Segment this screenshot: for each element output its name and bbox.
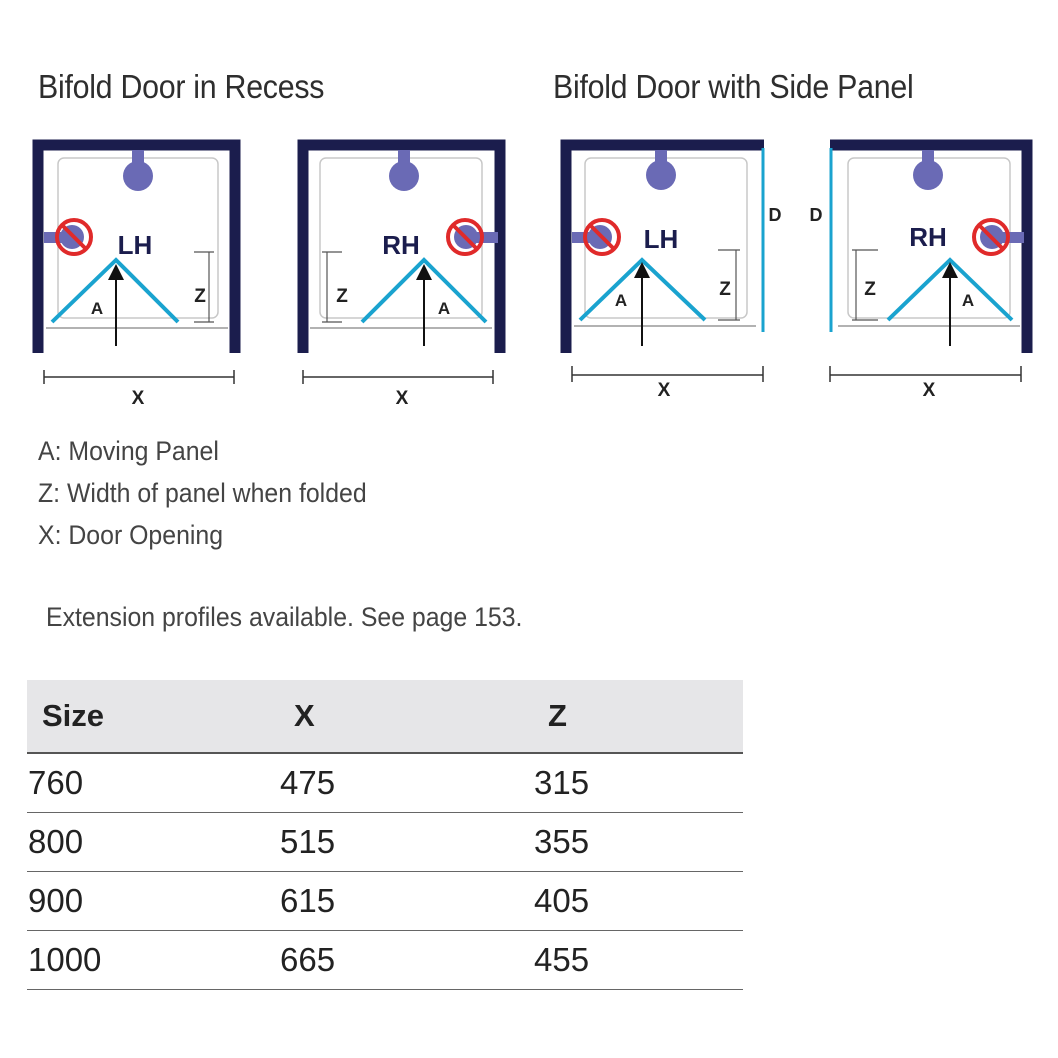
heading-side-panel: Bifold Door with Side Panel	[553, 68, 914, 105]
opening-width-label: X	[395, 388, 409, 409]
fold-width-label: Z	[864, 279, 876, 300]
opening-width-label: X	[131, 388, 145, 409]
table-row	[27, 813, 743, 872]
hand-label: RH	[382, 230, 420, 260]
opening-width-label: X	[657, 380, 671, 401]
hand-label: LH	[117, 230, 153, 260]
shower-head-icon	[913, 160, 943, 190]
table-cell-size: 800	[27, 813, 280, 872]
table-cell-x: 515	[280, 813, 534, 872]
side-panel-label: D	[768, 205, 782, 225]
table-cell-size: 900	[27, 872, 280, 931]
table-row	[27, 931, 743, 990]
fold-width-label: Z	[194, 286, 206, 307]
shower-head-icon	[123, 161, 153, 191]
table-row	[27, 872, 743, 931]
table-header-row	[27, 680, 743, 753]
diagram-recess-rh	[303, 145, 500, 409]
table-cell-x: 615	[280, 872, 534, 931]
fold-width-label: Z	[719, 279, 731, 300]
table-cell-z: 355	[534, 813, 743, 872]
diagram-sidepanel-lh	[566, 145, 782, 401]
diagram-recess-lh	[38, 145, 235, 409]
legend-moving-panel: A: Moving Panel	[38, 436, 219, 466]
diagram-sidepanel-rh	[810, 145, 1028, 401]
moving-panel-label: A	[961, 291, 975, 310]
door-diagrams	[0, 0, 1058, 430]
legend-fold-width: Z: Width of panel when folded	[38, 478, 367, 508]
heading-recess: Bifold Door in Recess	[38, 68, 325, 105]
hand-label: RH	[909, 222, 947, 252]
legend-door-opening: X: Door Opening	[38, 520, 224, 550]
moving-panel-label: A	[614, 291, 628, 310]
opening-width-label: X	[922, 380, 936, 401]
side-panel-label: D	[809, 205, 823, 225]
moving-panel-label: A	[437, 299, 451, 318]
column-header-z: Z	[534, 680, 743, 753]
fold-width-label: Z	[336, 286, 348, 307]
column-header-size: Size	[27, 680, 280, 753]
table-cell-size: 1000	[27, 931, 280, 990]
shower-head-icon	[389, 161, 419, 191]
extension-note: Extension profiles available. See page 153.	[46, 602, 523, 632]
table-cell-z: 455	[534, 931, 743, 990]
table-cell-x: 475	[280, 753, 534, 813]
table-cell-z: 315	[534, 753, 743, 813]
table-cell-z: 405	[534, 872, 743, 931]
table-cell-size: 760	[27, 753, 280, 813]
size-table	[27, 680, 743, 990]
column-header-x: X	[280, 680, 534, 753]
shower-head-icon	[646, 160, 676, 190]
moving-panel-label: A	[90, 299, 104, 318]
hand-label: LH	[643, 224, 679, 254]
table-row	[27, 753, 743, 813]
table-cell-x: 665	[280, 931, 534, 990]
